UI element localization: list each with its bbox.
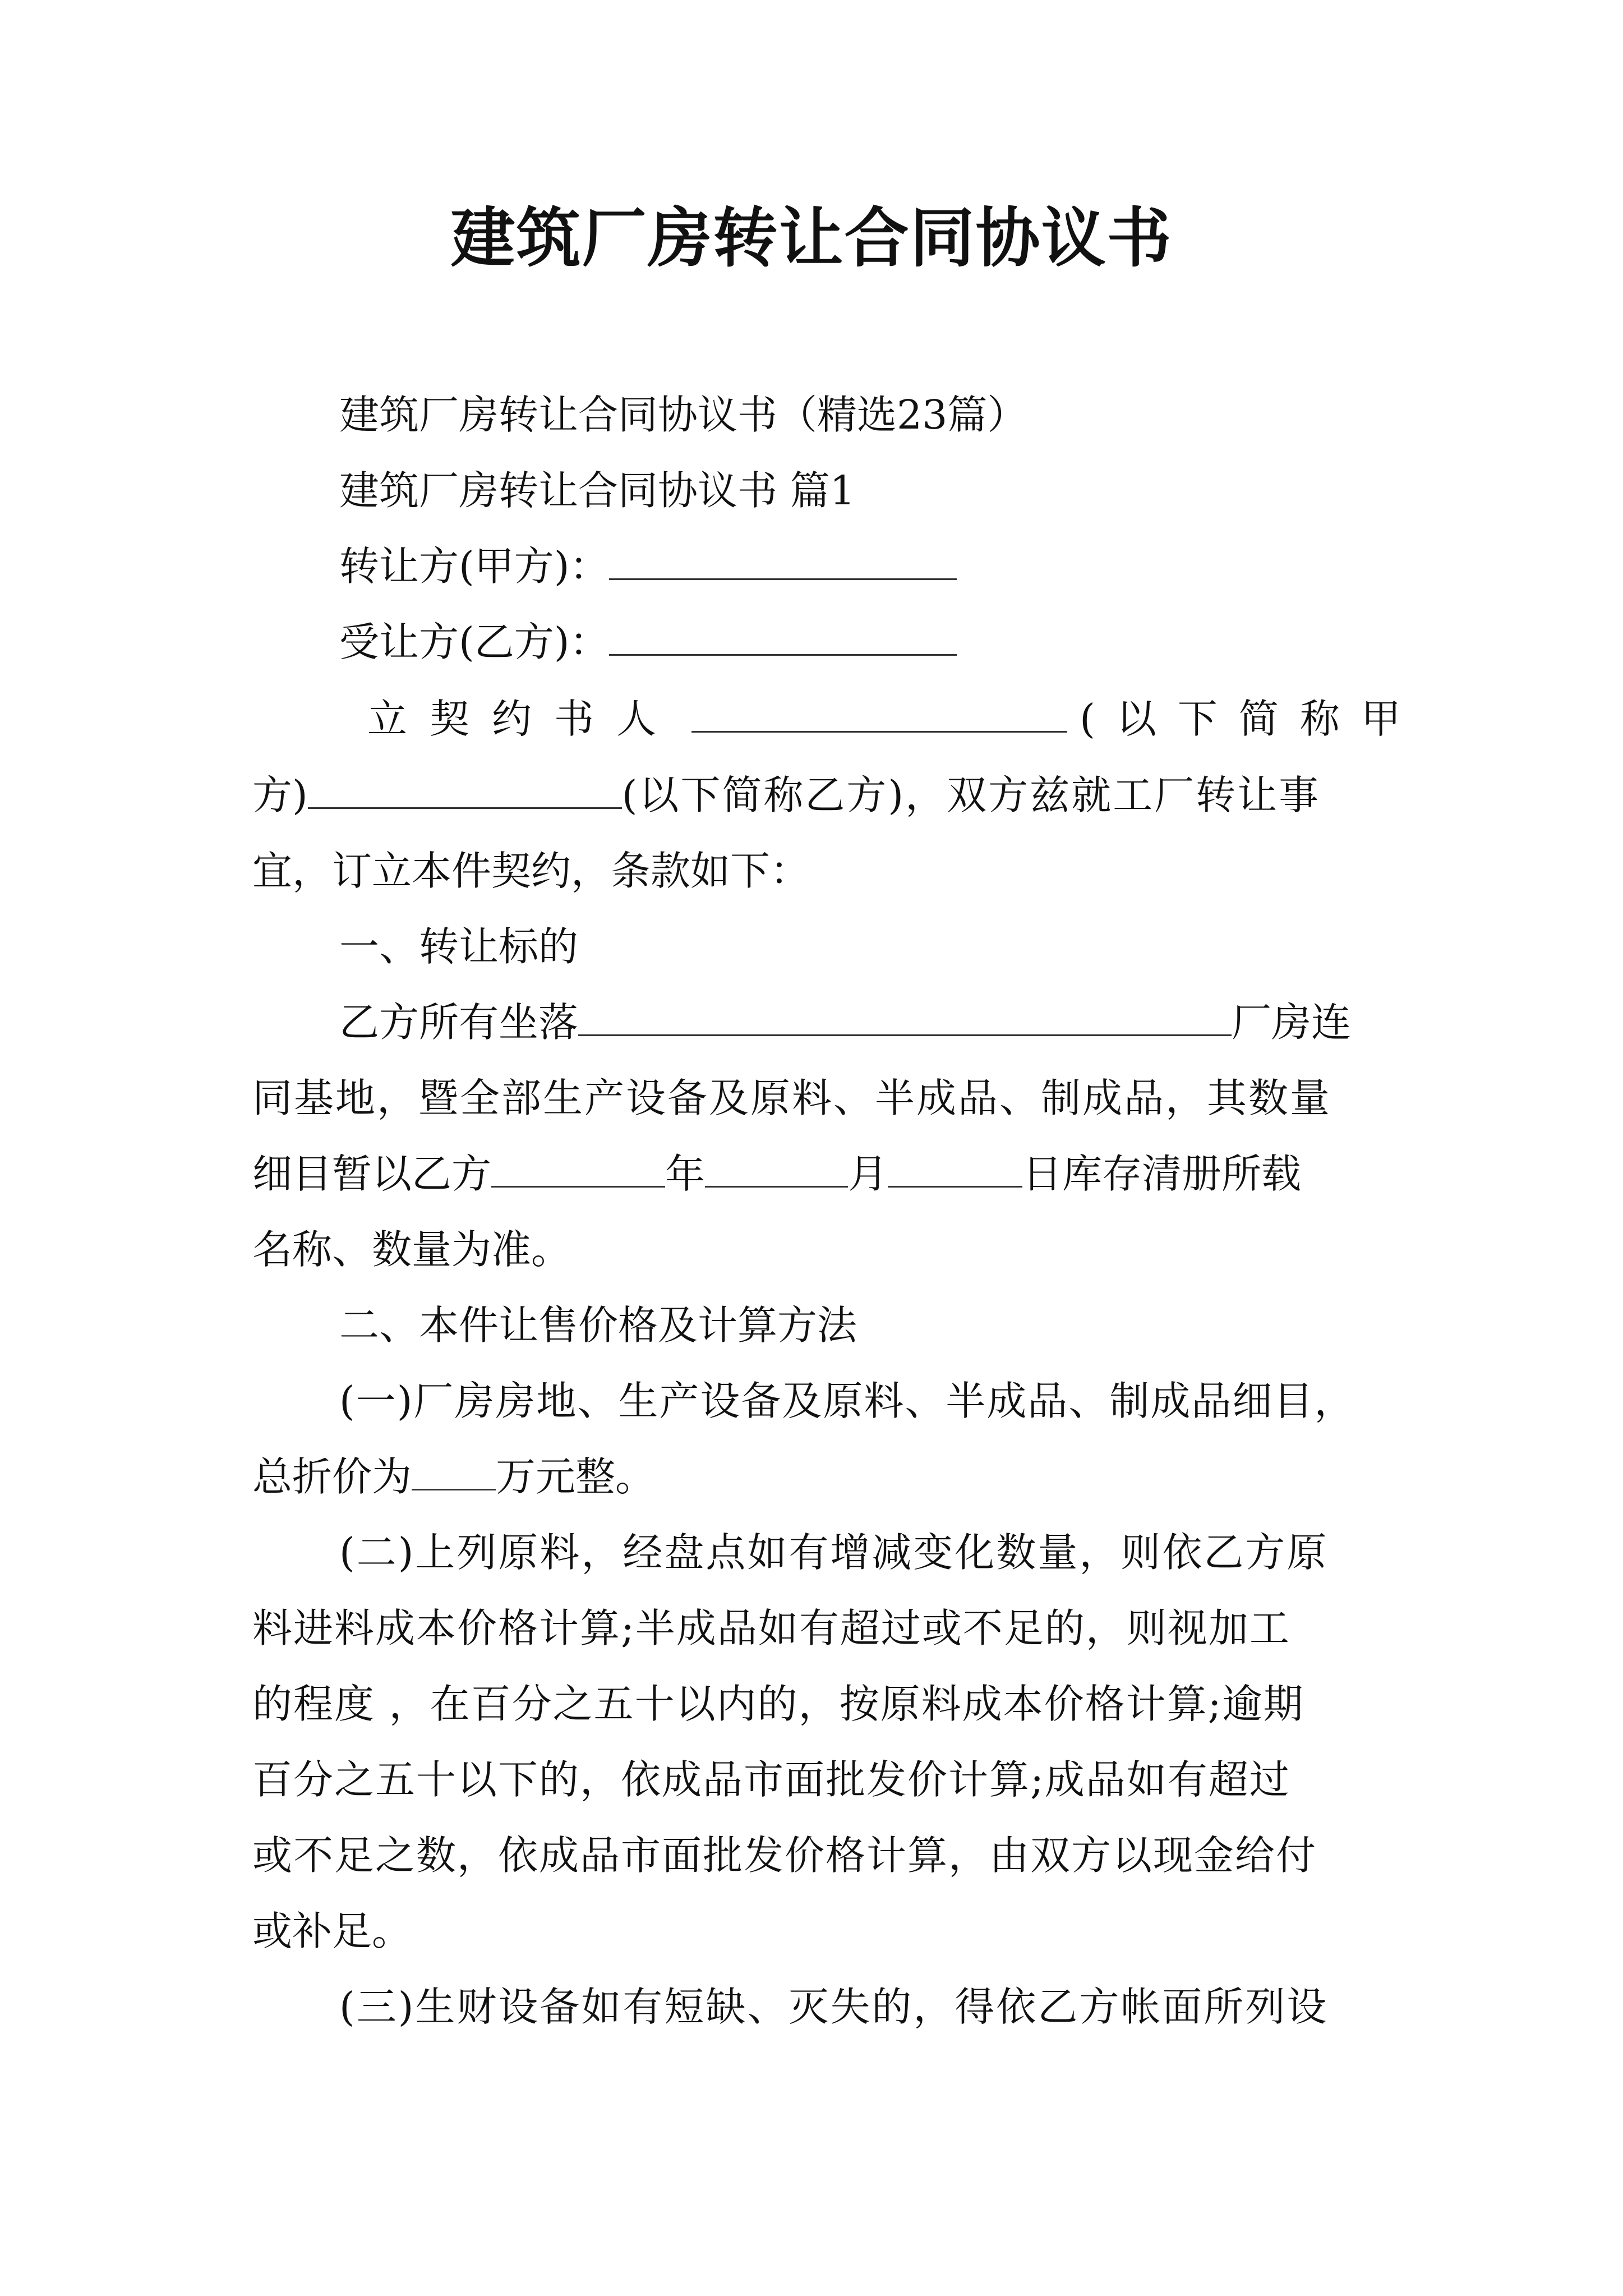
inventory-year-blank <box>491 1149 665 1188</box>
section-title: 建筑厂房转让合同协议书 篇1 <box>339 467 855 514</box>
party-b-label: 受让方(乙方)： <box>339 619 610 665</box>
para-3-line-2: 料进料成本价格计算;半成品如有超过或不足的，则视加工 <box>252 1605 1290 1651</box>
para-1-line-2: 同基地，暨全部生产设备及原料、半成品、制成品，其数量 <box>252 1075 1332 1121</box>
para-3-line-1: (二)上列原料，经盘点如有增减变化数量，则依乙方原 <box>339 1529 1329 1576</box>
para-2-2-start: 总折价为 <box>252 1453 412 1500</box>
intro-1-end: (以下简称甲 <box>1080 696 1422 742</box>
contractor-blank <box>691 694 1067 733</box>
heading-2: 二、本件让售价格及计算方法 <box>339 1302 857 1349</box>
document-title: 建筑厂房转让合同协议书 <box>450 200 1173 276</box>
para-3-line-5: 或不足之数，依成品市面批发价格计算，由双方以现金给付 <box>252 1832 1317 1879</box>
para-2-2-end: 万元整。 <box>496 1453 656 1500</box>
para-2-line-2 <box>252 1449 1391 1505</box>
inventory-month-blank <box>705 1149 848 1188</box>
para-3-line-4: 百分之五十以下的，依成品市面批发价计算;成品如有超过 <box>252 1756 1290 1803</box>
para-1-3-month: 月 <box>848 1151 888 1197</box>
para-1-line-1 <box>339 995 1391 1051</box>
party-a-blank <box>609 541 957 580</box>
para-1-3-end: 日库存清册所载 <box>1022 1151 1302 1197</box>
total-price-blank <box>412 1452 496 1490</box>
intro-line-1 <box>367 691 1422 747</box>
intro-line-3: 宜，订立本件契约，条款如下： <box>252 848 810 894</box>
party-b-name-blank <box>308 770 622 809</box>
subtitle: 建筑厂房转让合同协议书（精选23篇） <box>339 392 1027 438</box>
inventory-day-blank <box>888 1149 1022 1188</box>
intro-2-start: 方) <box>252 772 308 818</box>
intro-1-start: 立契约书人 <box>367 696 679 742</box>
para-3-line-6: 或补足。 <box>252 1908 412 1954</box>
intro-line-2 <box>252 767 1391 823</box>
para-1-line-4: 名称、数量为准。 <box>252 1226 571 1273</box>
para-1-1-end: 厂房连 <box>1232 999 1352 1046</box>
heading-1: 一、转让标的 <box>339 923 579 970</box>
party-a-line <box>339 539 1391 595</box>
location-blank <box>578 997 1232 1036</box>
para-1-line-3 <box>252 1146 1391 1202</box>
party-b-line <box>339 614 1391 670</box>
para-4-line-1: (三)生财设备如有短缺、灭失的，得依乙方帐面所列设 <box>339 1984 1329 2030</box>
para-3-line-3: 的程度 ，在百分之五十以内的，按原料成本价格计算;逾期 <box>252 1681 1304 1727</box>
intro-2-end: (以下简称乙方)，双方兹就工厂转让事 <box>621 772 1321 818</box>
party-a-label: 转让方(甲方)： <box>339 543 610 590</box>
para-1-1-start: 乙方所有坐落 <box>339 999 579 1046</box>
para-1-3-year: 年 <box>665 1151 706 1197</box>
para-2-line-1: (一)厂房房地、生产设备及原料、半成品、制成品细目， <box>339 1378 1355 1424</box>
para-1-3-start: 细目暂以乙方 <box>252 1151 492 1197</box>
party-b-blank <box>609 617 957 656</box>
